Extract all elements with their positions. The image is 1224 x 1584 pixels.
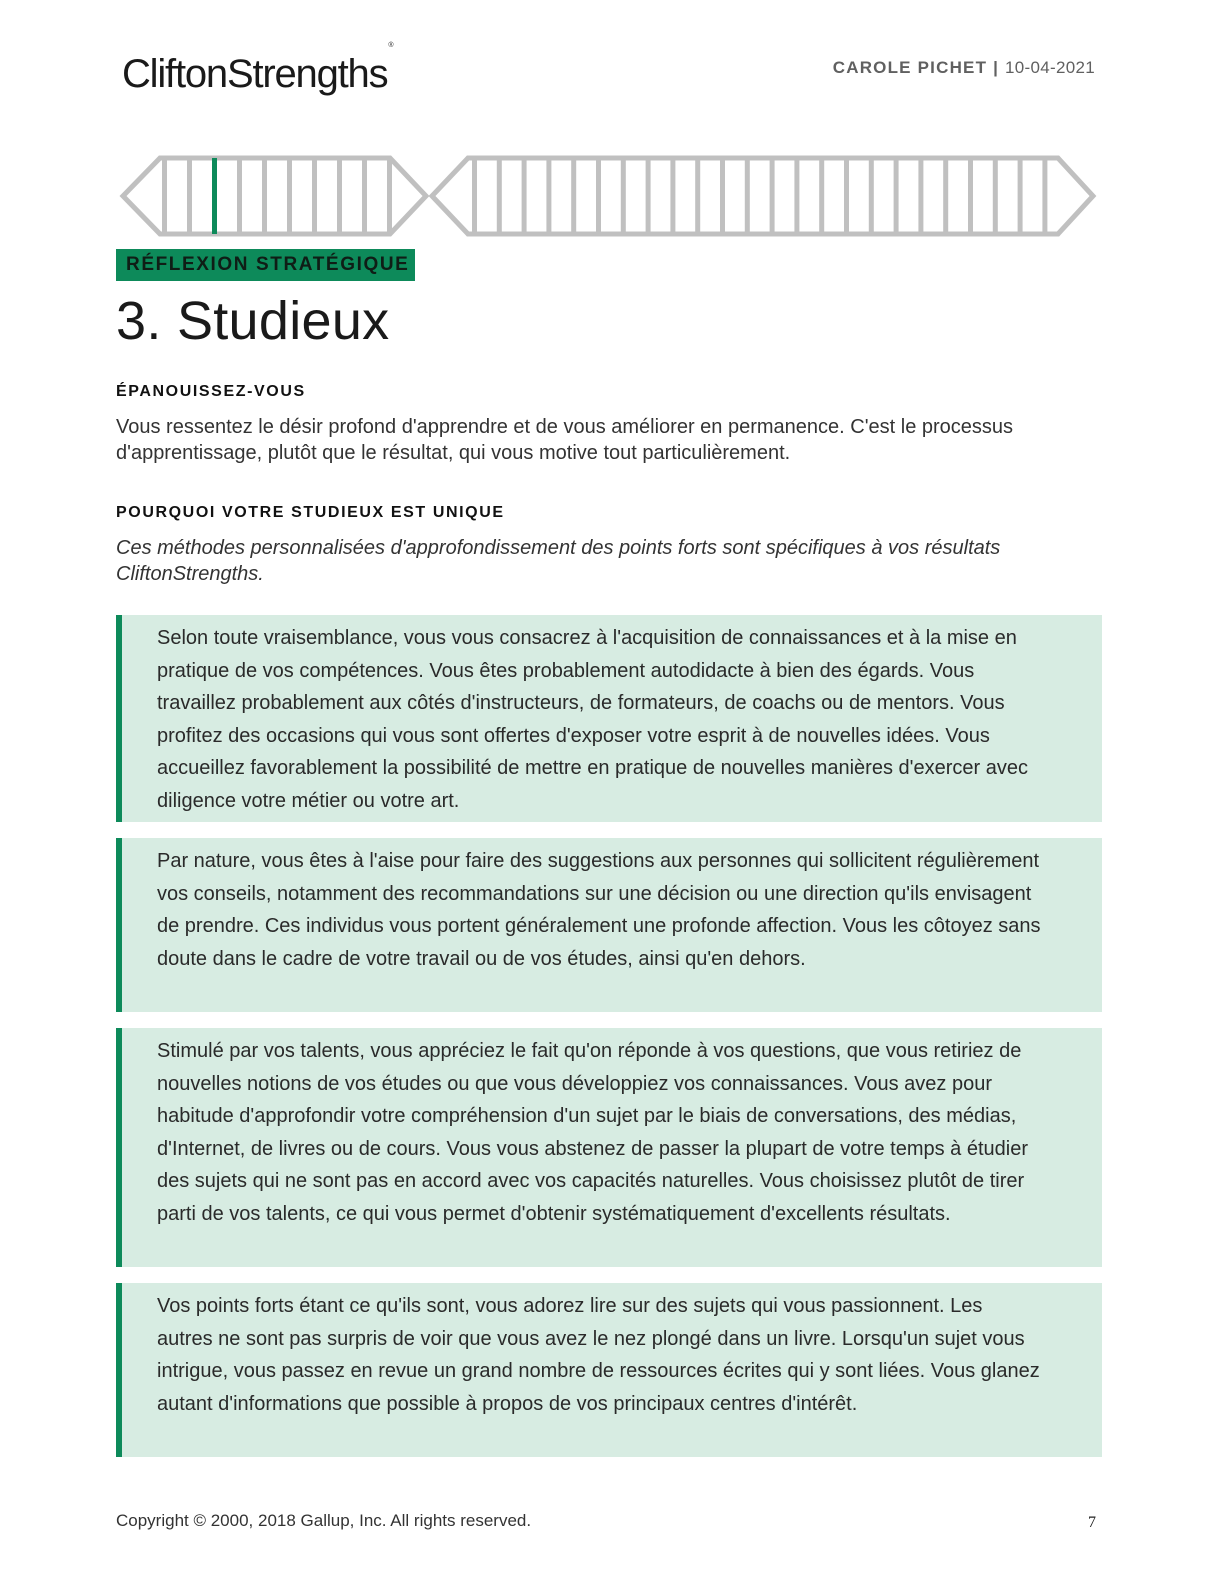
logo-text: CliftonStrengths: [122, 52, 388, 96]
theme-bar: [720, 158, 725, 234]
theme-bar: [362, 158, 367, 234]
theme-bar: [596, 158, 601, 234]
thrive-description: Vous ressentez le désir profond d'apprendre et de vous améliorer en permanence. C'est le processus d'apprentissage, plutôt que le résultat, qui vous motive tout particulièrement.: [116, 416, 1014, 464]
theme-bars: [162, 158, 1047, 234]
theme-bar: [794, 158, 799, 234]
theme-bar-highlighted: [212, 158, 217, 234]
theme-bar: [670, 158, 675, 234]
theme-bar: [770, 158, 775, 234]
theme-bar: [1042, 158, 1047, 234]
section-heading-unique: POURQUOI VOTRE STUDIEUX EST UNIQUE: [116, 504, 505, 521]
theme-bar: [162, 158, 167, 234]
theme-bar: [472, 158, 477, 234]
theme-bar: [387, 158, 392, 234]
theme-bar: [237, 158, 242, 234]
theme-title: 3. Studieux: [116, 291, 390, 351]
theme-bar: [844, 158, 849, 234]
domain-badge: RÉFLEXION STRATÉGIQUE: [116, 249, 415, 281]
theme-bar: [621, 158, 626, 234]
theme-bar: [968, 158, 973, 234]
top-ten-arrow-outline: [123, 158, 426, 234]
header-separator: |: [993, 58, 1000, 77]
theme-bar: [522, 158, 527, 234]
section-heading-thrive: ÉPANOUISSEZ-VOUS: [116, 383, 306, 400]
theme-bar: [646, 158, 651, 234]
theme-bar: [869, 158, 874, 234]
theme-bar: [312, 158, 317, 234]
registered-mark: ®: [388, 41, 394, 49]
page-number: 7: [1088, 1514, 1096, 1531]
copyright-notice: Copyright © 2000, 2018 Gallup, Inc. All rights reserved.: [116, 1511, 532, 1530]
person-name: CAROLE PICHET: [832, 58, 988, 77]
theme-bar: [695, 158, 700, 234]
theme-bar: [918, 158, 923, 234]
insight-block: Par nature, vous êtes à l'aise pour faire des suggestions aux personnes qui sollicitent régulièrement vos conseils, notamment des recommandations sur une décision ou une direction qu'ils envisagent de prendre. Ces individus vous portent généralement une profonde affection. Vous les côtoyez sans doute dans le cadre de votre travail ou de vos études, ainsi qu'en dehors.: [116, 838, 1102, 1012]
report-date: 10-04-2021: [1005, 58, 1095, 77]
theme-bar: [546, 158, 551, 234]
insight-block: Selon toute vraisemblance, vous vous consacrez à l'acquisition de connaissances et à la mise en pratique de vos compétences. Vous êtes probablement autodidacte à bien des égards. Vous travaillez probablement aux côtés d'instructeurs, de formateurs, de coachs ou de mentors. Vous profitez des occasions qui vous sont offertes d'exposer votre esprit à de nouvelles idées. Vous accueillez favorablement la possibilité de mettre en pratique de nouvelles manières d'exercer avec diligence votre métier ou votre art.: [116, 615, 1102, 822]
theme-bar: [943, 158, 948, 234]
cliftonstrengths-logo: [122, 41, 394, 97]
insight-block: Vos points forts étant ce qu'ils sont, vous adorez lire sur des sujets qui vous passionnent. Les autres ne sont pas surpris de voir que vous avez le nez plongé dans un livre. Lorsqu'un sujet vous intrigue, vous passez en revue un grand nombre de ressources écrites qui y sont liées. Vous glanez autant d'informations que possible à propos de vos principaux centres d'intérêt.: [116, 1283, 1102, 1457]
insight-block: Stimulé par vos talents, vous appréciez le fait qu'on réponde à vos questions, que vous retiriez de nouvelles notions de vos études ou que vous développiez vos connaissances. Vous avez pour habitude d'approfondir votre compréhension d'un sujet par le biais de conversations, des médias, d'Internet, de livres ou de cours. Vous vous abstenez de passer la plupart de votre temps à étudier des sujets qui ne sont pas en accord avec vos capacités naturelles. Vous choisissez plutôt de tirer parti de vos talents, ce qui vous permet d'obtenir systématiquement d'excellents résultats.: [116, 1028, 1102, 1267]
theme-bar: [287, 158, 292, 234]
theme-bar: [819, 158, 824, 234]
theme-bar: [497, 158, 502, 234]
theme-bar: [187, 158, 192, 234]
theme-bar: [894, 158, 899, 234]
theme-bar: [571, 158, 576, 234]
report-owner-info: [833, 58, 1095, 78]
theme-bar: [1018, 158, 1023, 234]
theme-bar: [993, 158, 998, 234]
unique-description: Ces méthodes personnalisées d'approfondissement des points forts sont spécifiques à vos résultats CliftonStrengths.: [116, 537, 1001, 585]
theme-rank-strip: [118, 153, 1098, 239]
theme-bar: [262, 158, 267, 234]
theme-bar: [745, 158, 750, 234]
theme-bar: [337, 158, 342, 234]
